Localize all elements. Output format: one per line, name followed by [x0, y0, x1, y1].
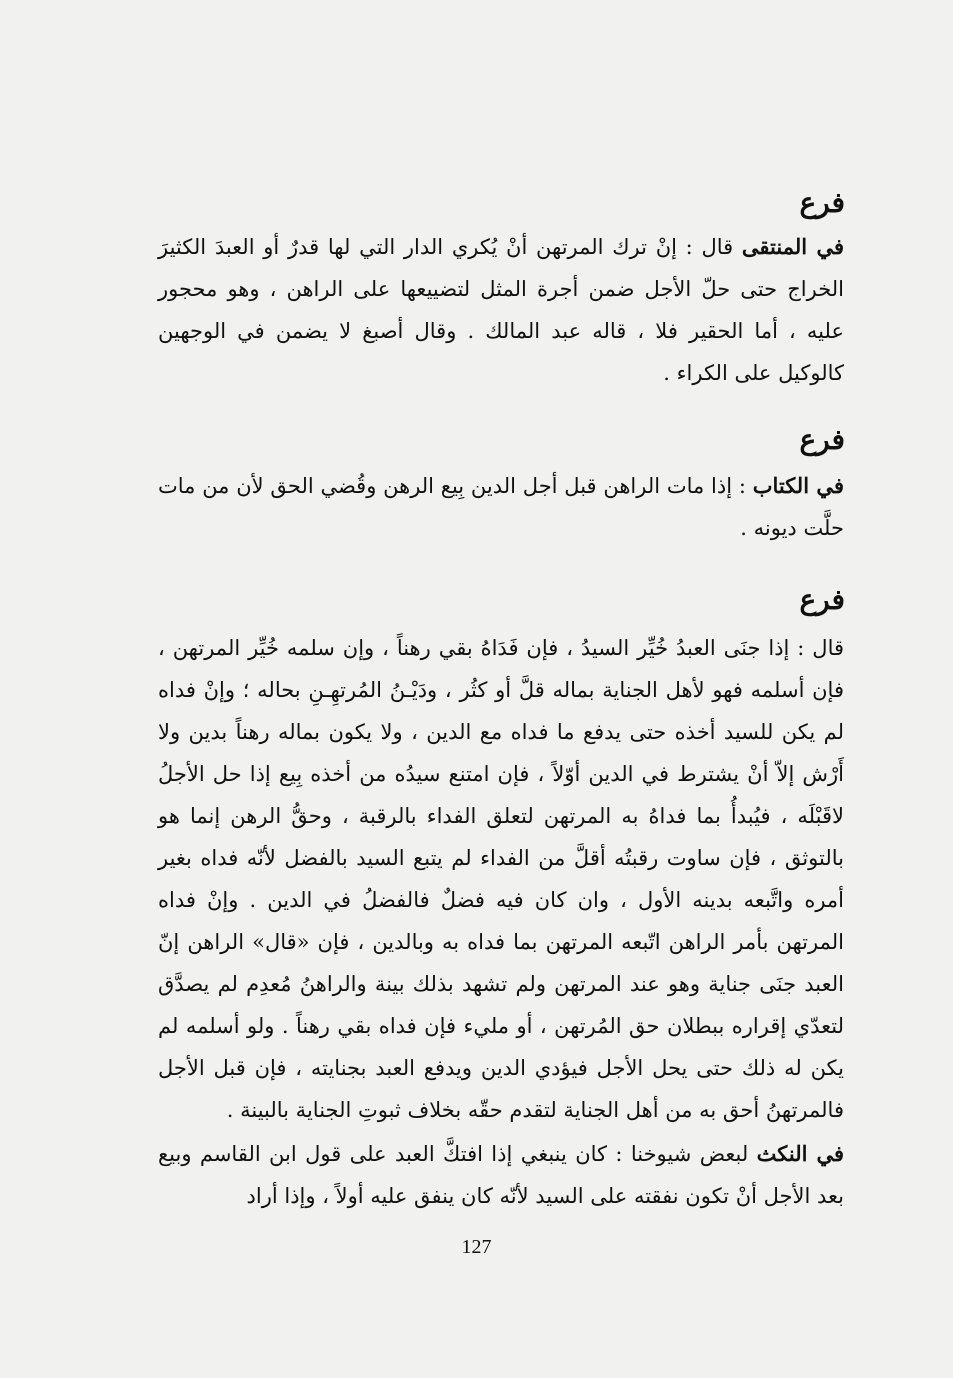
section-heading-2: فرع — [799, 423, 845, 456]
section-body-3 — [158, 627, 844, 1131]
paragraph-text-2: : إذا مات الراهن قبل أجل الدين بِيع الرهن وقُضي الحق لأن من مات حلَّت ديونه . — [158, 474, 844, 540]
section-heading-1: فرع — [799, 186, 845, 219]
paragraph-text-3: قال : إذا جنَى العبدُ خُيِّر السيدُ ، فإن فَدَاهُ بقي رهناً ، وإن سلمه خُيِّر المرتهن ، فإن أسلمه فهو لأهل الجناية بماله قلَّ أو كثُر ، ودَيْـنُ المُرتهِـنِ بحاله ؛ وإنْ فداه لم يكن للسيد أخذه حتى يدفع ما فداه مع الدين ، ولا يكون بماله رهناً بدين ولا أَرْش إلاّ أنْ يشترط في الدين أوّلاً ، فإن امتنع سيدُه من أخذه بِيع إذا حل الأجلُ لاقَبْلَه ، فيُبدأُ بما فداهُ به المرتهن لتعلق الفداء بالرقبة ، وحقُّ الرهن إنما هو بالتوثق ، فإن ساوت رقبتُه أقلَّ من الفداء لم يتبع السيد بالفضل لأنّه فداه بغير أمره واتَّبعه بدينه الأول ، وان كان فيه فضلٌ فالفضلُ في الدين . وإنْ فداه المرتهن بأمر الراهن اتّبعه المرتهن بما فداه به وبالدين ، فإن «قال» الراهن إنّ العبد جنَى جناية وهو عند المرتهن ولم تشهد بذلك بينة والراهنُ مُعدِم لم يصدَّق لتعدّي إقراره ببطلان حق المُرتهن ، أو مليء فإن فداه بقي رهناً . ولو أسلمه لم يكن له ذلك حتى يحل الأجل فيؤدي الدين ويدفع العبد بجنايته ، فإن قبل الأجل فالمرتهنُ أحق به من أهل الجناية لتقدم حقّه بخلاف ثبوتِ الجناية بالبينة . — [158, 636, 845, 1122]
section-body-1 — [158, 226, 844, 394]
paragraph-lead-1: في المنتقى — [741, 234, 844, 259]
paragraph-lead-4: في النكث — [756, 1141, 845, 1166]
section-heading-3: فرع — [799, 583, 845, 616]
paragraph-2 — [158, 465, 844, 549]
paragraph-1 — [158, 226, 844, 394]
final-section — [158, 1133, 844, 1217]
paragraph-text-1: قال : إنْ ترك المرتهن أنْ يُكري الدار التي لها قدرٌ أو العبدَ الكثيرَ الخراج حتى حلّ الأجل ضمن أجرة المثل لتضييعها على الراهن ، وهو محجور عليه ، أما الحقير فلا ، قاله عبد المالك . وقال أصبغ لا يضمن في الوجهين كالوكيل على الكراء . — [158, 235, 844, 385]
page-number: 127 — [461, 1236, 492, 1258]
paragraph-3 — [158, 627, 844, 1131]
paragraph-4 — [158, 1133, 844, 1217]
section-body-2 — [158, 465, 844, 549]
paragraph-text-4: لبعض شيوخنا : كان ينبغي إذا افتكَّ العبد على قول ابن القاسم وبيع بعد الأجل أنْ تكون نفقته على السيد لأنّه كان ينفق عليه أولاً ، وإذا أراد — [158, 1142, 844, 1208]
paragraph-lead-2: في الكتاب — [752, 473, 844, 498]
